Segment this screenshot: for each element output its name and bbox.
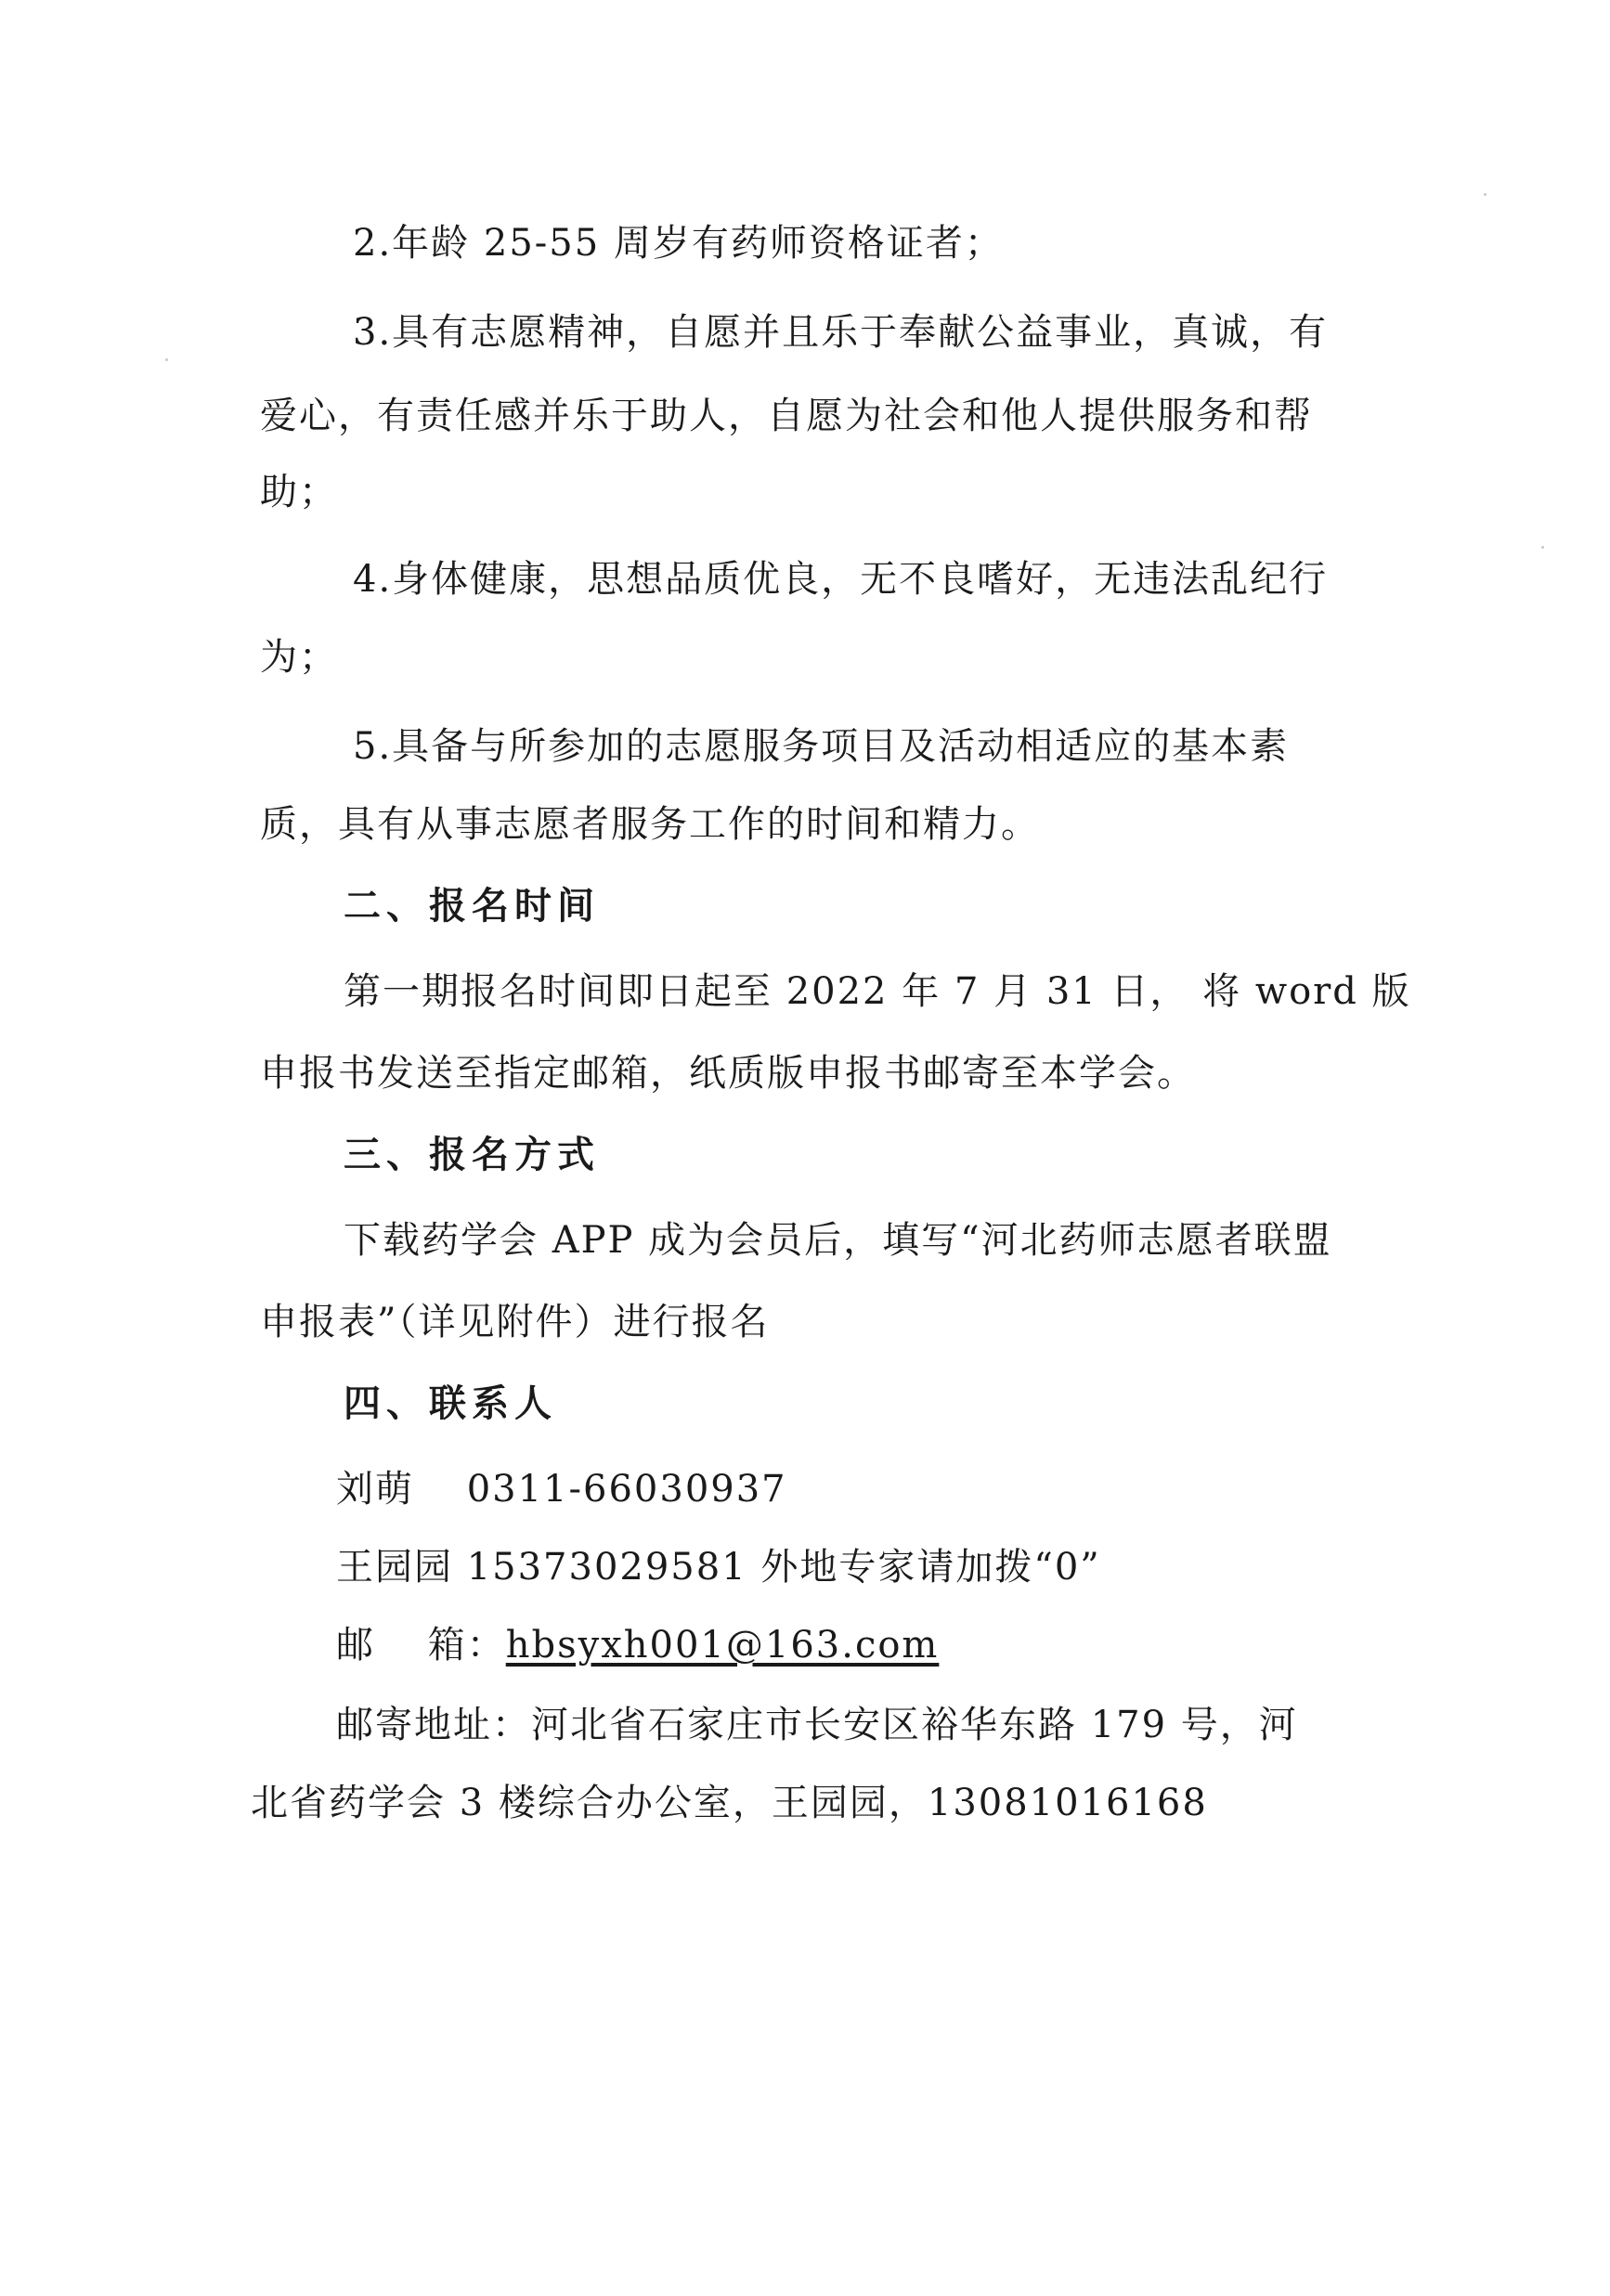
registration-method-line-1: 下载药学会 APP 成为会员后，填写“河北药师志愿者联盟 (344, 1219, 1332, 1262)
email-label: 邮 箱： (336, 1624, 506, 1667)
email-row (336, 1619, 939, 1671)
mailing-address-line-1: 邮寄地址：河北省石家庄市长安区裕华东路 179 号，河 (336, 1704, 1298, 1746)
requirement-item-3-line-1: 3.具有志愿精神，自愿并且乐于奉献公益事业，真诚，有 (353, 311, 1329, 354)
scan-speck (1541, 546, 1544, 549)
registration-time-line-2: 申报书发送至指定邮箱，纸质版申报书邮寄至本学会。 (260, 1052, 1196, 1095)
requirement-item-3-line-3: 助； (260, 471, 338, 513)
registration-time-line-1: 第一期报名时间即日起至 2022 年 7 月 31 日， 将 word 版 (344, 970, 1411, 1013)
contact-wang-yuanyuan: 王园园 15373029581 外地专家请加拨“0” (336, 1546, 1101, 1589)
section-heading-registration-time: 二、报名时间 (344, 885, 600, 927)
requirement-item-4-line-2: 为； (260, 636, 338, 679)
requirement-item-5-line-2: 质，具有从事志愿者服务工作的时间和精力。 (260, 803, 1040, 846)
contact-liu-meng: 刘萌 0311-66030937 (336, 1468, 787, 1511)
section-heading-registration-method: 三、报名方式 (344, 1134, 600, 1176)
scan-speck (1484, 193, 1487, 196)
scan-speck (165, 358, 168, 361)
requirement-item-5-line-1: 5.具备与所参加的志愿服务项目及活动相适应的基本素 (353, 725, 1290, 768)
requirement-item-4-line-1: 4.身体健康，思想品质优良，无不良嗜好，无违法乱纪行 (353, 558, 1329, 601)
requirement-item-3-line-2: 爱心，有责任感并乐于助人，自愿为社会和他人提供服务和帮 (260, 395, 1313, 437)
requirement-item-2: 2.年龄 25-55 周岁有药师资格证者； (353, 222, 1004, 265)
email-link[interactable]: hbsyxh001@163.com (505, 1624, 940, 1667)
mailing-address-line-2: 北省药学会 3 楼综合办公室，王园园，13081016168 (251, 1782, 1208, 1824)
registration-method-line-2: 申报表”（详见附件）进行报名 (260, 1301, 770, 1343)
section-heading-contacts: 四、联系人 (344, 1382, 557, 1425)
